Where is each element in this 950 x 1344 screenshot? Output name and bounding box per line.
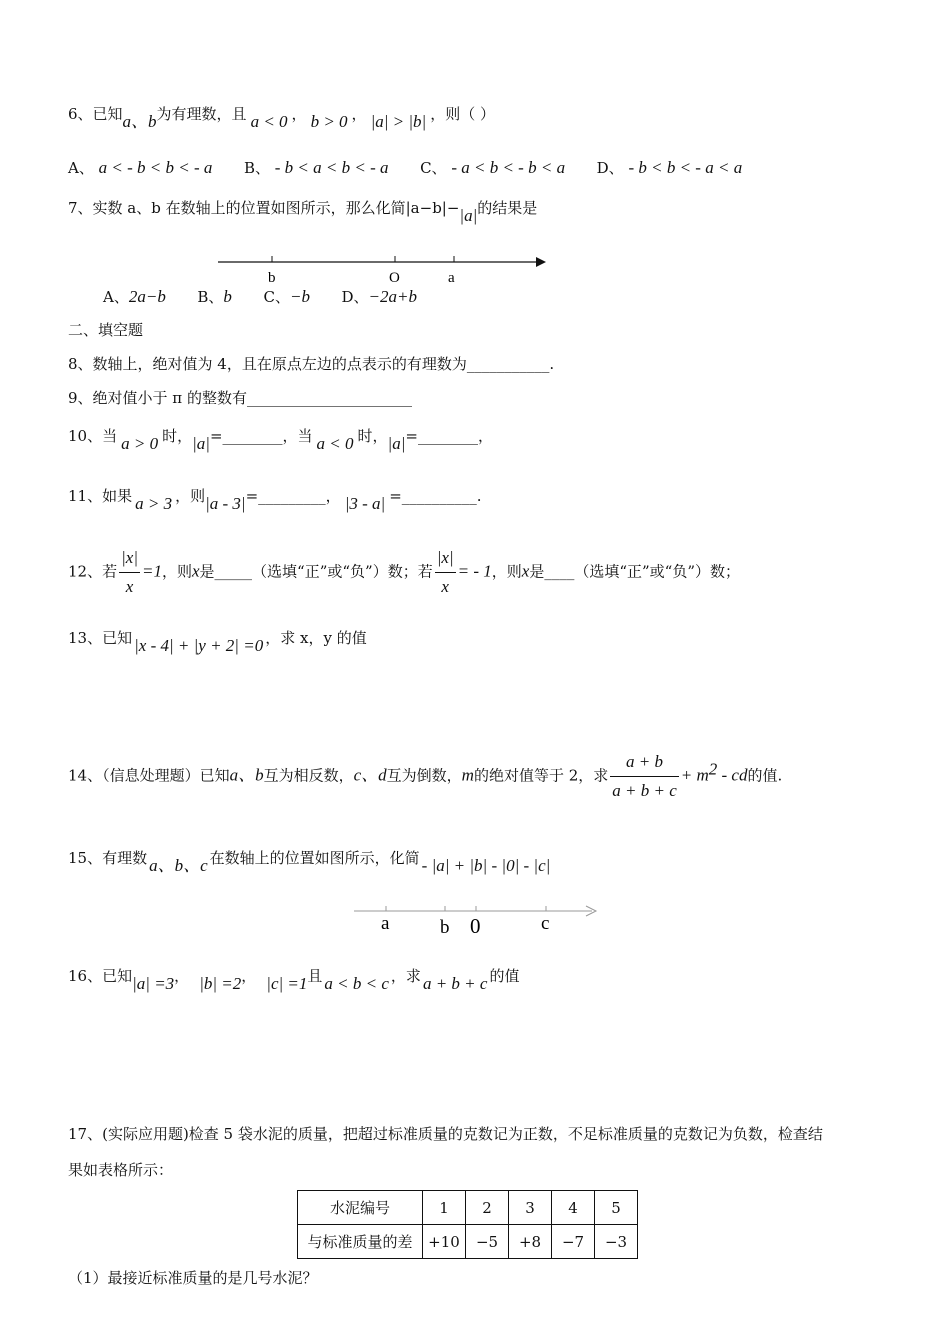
- q7-label-a: a: [448, 270, 455, 286]
- q15-label-c: c: [541, 913, 550, 934]
- section-heading: 二、填空题: [68, 321, 144, 339]
- q15-label-b: b: [440, 917, 450, 938]
- q17-sub-1: （1）最接近标准质量的是几号水泥？: [68, 1269, 318, 1287]
- table-cell: 2: [466, 1191, 509, 1225]
- table-cell: −7: [552, 1225, 595, 1259]
- q15-label-0: 0: [470, 914, 481, 938]
- q17-line-2: 果如表格所示：: [68, 1161, 174, 1179]
- q7-options: [103, 287, 417, 307]
- q7-label-b: b: [268, 270, 276, 286]
- q15-number-line: [350, 900, 610, 940]
- q7-option-b[interactable]: B、b: [197, 287, 232, 306]
- q12-fraction-2: $\frac{|x|}{x}$: [436, 548, 454, 596]
- table-header-diff: 与标准质量的差: [298, 1225, 423, 1259]
- table-header-id: 水泥编号: [298, 1191, 423, 1225]
- cement-table: [297, 1190, 638, 1259]
- q7-option-d[interactable]: D、−2a+b: [341, 287, 417, 306]
- q16-line: 16、已知|a| =3， |b| =2， |c| =1且 a < b < c ，求 a + b + c 的值: [68, 967, 520, 993]
- table-cell: 1: [423, 1191, 466, 1225]
- q17-line-1: 17、(实际应用题)检查 5 袋水泥的质量，把超过标准质量的克数记为正数，不足标准质量的克数记为负数，检查结: [68, 1125, 823, 1143]
- q6-options: [68, 158, 742, 178]
- q14-line: 14、（信息处理题）已知a、b互为相反数，c、d互为倒数，m的绝对值等于 2，求 $\frac{a + b}{a + b + c}$ + $m^2$ - cd的值.: [68, 752, 783, 800]
- q8-line: 8、数轴上，绝对值为 4，且在原点左边的点表示的有理数为___________.: [68, 355, 555, 373]
- q6-option-c[interactable]: C、 - a < b < - b < a: [420, 158, 566, 177]
- q15-line: 15、有理数 a、b、c 在数轴上的位置如图所示，化简 - |a| + |b| - |0| - |c|: [68, 849, 551, 875]
- q6-option-d[interactable]: D、 - b < b < - a < a: [596, 158, 743, 177]
- q7-number-line: [210, 248, 560, 290]
- table-cell: −5: [466, 1225, 509, 1259]
- table-row: [298, 1225, 638, 1259]
- q12-fraction-1: $\frac{|x|}{x}$: [121, 548, 138, 596]
- q14-fraction: $\frac{a + b}{a + b + c}$: [612, 752, 677, 800]
- q6-option-a[interactable]: A、 a < - b < b < - a: [68, 158, 213, 177]
- table-cell: 5: [595, 1191, 638, 1225]
- q7-label-o: O: [389, 270, 400, 286]
- table-cell: +8: [509, 1225, 552, 1259]
- q15-label-a: a: [381, 913, 390, 934]
- q7-axis-arrow: [536, 257, 546, 267]
- q11-line: 11、如果 a > 3 ，则|a - 3|=_________， |3 - a| =__________.: [68, 487, 482, 513]
- q7-option-a[interactable]: A、2a−b: [103, 287, 166, 306]
- table-cell: 3: [509, 1191, 552, 1225]
- q12-line: 12、若 $\frac{|x|}{x}$ =1，则x是_____（选填“正”或“负”）数；若 $\frac{|x|}{x}$ = - 1，则x是____（选填“正”或“负”）数；: [68, 548, 741, 596]
- q6-option-b[interactable]: B、 - b < a < b < - a: [243, 158, 389, 177]
- q9-line: 9、绝对值小于 π 的整数有______________________: [68, 389, 412, 407]
- q6-line: 6、已知a、b为有理数，且 a < 0 ， b > 0 ， |a| > |b| ，则（ ）: [68, 105, 496, 131]
- q13-line: 13、已知 |x - 4| + |y + 2| =0 ，求 x，y 的值: [68, 629, 367, 655]
- table-row: [298, 1191, 638, 1225]
- q10-line: 10、当 a > 0 时，|a|=________，当 a < 0 时，|a|=________，: [68, 427, 493, 453]
- table-cell: −3: [595, 1225, 638, 1259]
- table-cell: +10: [423, 1225, 466, 1259]
- q7-line: 7、实数 a、b 在数轴上的位置如图所示，那么化简|a−b|−|a|的结果是: [68, 199, 538, 225]
- table-cell: 4: [552, 1191, 595, 1225]
- q7-option-c[interactable]: C、−b: [263, 287, 310, 306]
